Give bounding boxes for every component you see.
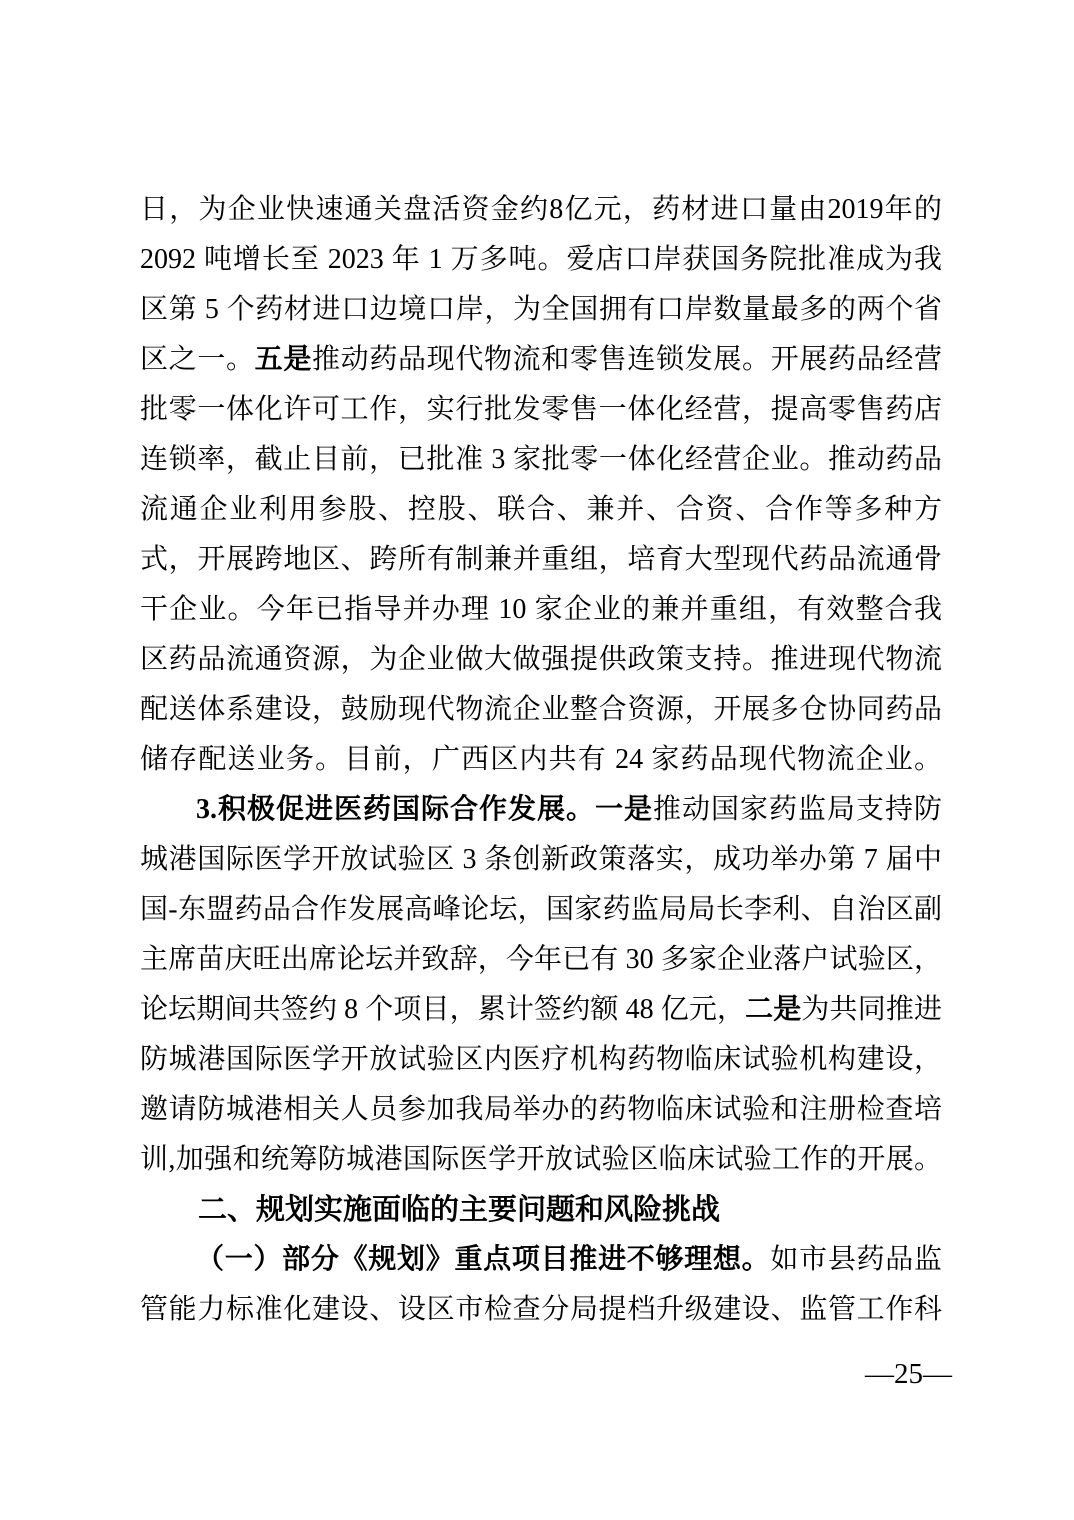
- text-segment-bold: 二是: [745, 994, 802, 1025]
- text-line: [140, 935, 942, 985]
- text-line: [140, 1135, 942, 1185]
- text-segment: 流通企业利用参股、控股、联合、兼并、合资、合作等多种方: [140, 494, 942, 525]
- text-line: [140, 335, 942, 385]
- text-segment: 储存配送业务。目前，广西区内共有 24 家药品现代物流企业。: [140, 744, 942, 775]
- text-line: [140, 785, 942, 835]
- text-line: [140, 1035, 942, 1085]
- page-number: —25—: [865, 1358, 952, 1390]
- text-line: [140, 835, 942, 885]
- text-segment-bold: 二、规划实施面临的主要问题和风险挑战: [198, 1194, 721, 1226]
- text-line: [140, 985, 942, 1035]
- text-segment: 推动药品现代物流和零售连锁发展。开展药品经营: [312, 344, 942, 375]
- text-line: [140, 885, 942, 935]
- text-segment: 为共同推进: [801, 994, 942, 1025]
- text-line: [140, 635, 942, 685]
- text-segment: 连锁率，截止目前，已批准 3 家批零一体化经营企业。推动药品: [140, 444, 942, 475]
- text-segment: 干企业。今年已指导并办理 10 家企业的兼并重组，有效整合我: [140, 594, 942, 625]
- text-line: [140, 1285, 942, 1335]
- text-line: [140, 585, 942, 635]
- text-line: [140, 185, 942, 235]
- text-segment: 区药品流通资源，为企业做大做强提供政策支持。推进现代物流: [140, 644, 942, 675]
- text-segment: 论坛期间共签约 8 个项目，累计签约额 48 亿元，: [140, 994, 746, 1025]
- section-heading: [140, 1185, 942, 1235]
- text-line: [140, 685, 942, 735]
- text-block: [140, 185, 942, 1335]
- text-segment: 区第 5 个药材进口边境口岸，为全国拥有口岸数量最多的两个省: [140, 294, 942, 325]
- text-line: [140, 735, 942, 785]
- text-line: [140, 385, 942, 435]
- text-line: [140, 235, 942, 285]
- text-segment: 管能力标准化建设、设区市检查分局提档升级建设、监管工作科: [140, 1294, 942, 1325]
- text-segment: 城港国际医学开放试验区 3 条创新政策落实，成功举办第 7 届中: [140, 844, 942, 875]
- text-line: [140, 435, 942, 485]
- text-segment: 主席苗庆旺出席论坛并致辞，今年已有 30 多家企业落户试验区，: [140, 944, 942, 975]
- text-segment-bold: 3.积极促进医药国际合作发展。一是: [196, 794, 653, 825]
- text-segment: 2092 吨增长至 2023 年 1 万多吨。爱店口岸获国务院批准成为我: [140, 244, 942, 275]
- text-line: [140, 535, 942, 585]
- text-segment: 批零一体化许可工作，实行批发零售一体化经营，提高零售药店: [140, 394, 942, 425]
- text-line: [140, 1085, 942, 1135]
- text-segment: 训,加强和统筹防城港国际医学开放试验区临床试验工作的开展。: [140, 1144, 942, 1175]
- text-segment: 邀请防城港相关人员参加我局举办的药物临床试验和注册检查培: [140, 1094, 942, 1125]
- text-segment: 区之一。: [140, 344, 255, 375]
- text-segment: 国-东盟药品合作发展高峰论坛，国家药监局局长李利、自治区副: [140, 894, 942, 925]
- text-segment: 推动国家药监局支持防: [652, 794, 942, 825]
- text-line: [140, 1235, 942, 1285]
- text-segment: 如市县药品监: [770, 1244, 942, 1275]
- text-line: [140, 485, 942, 535]
- text-segment: 式，开展跨地区、跨所有制兼并重组，培育大型现代药品流通骨: [140, 544, 942, 575]
- text-segment-bold: 五是: [254, 344, 313, 375]
- text-line: [140, 285, 942, 335]
- text-segment: 日，为企业快速通关盘活资金约8亿元，药材进口量由2019年的: [140, 194, 942, 225]
- text-segment: 防城港国际医学开放试验区内医疗机构药物临床试验机构建设，: [140, 1044, 942, 1075]
- text-segment-bold: （一）部分《规划》重点项目推进不够理想。: [196, 1244, 771, 1275]
- text-segment: 配送体系建设，鼓励现代物流企业整合资源，开展多仓协同药品: [140, 694, 942, 725]
